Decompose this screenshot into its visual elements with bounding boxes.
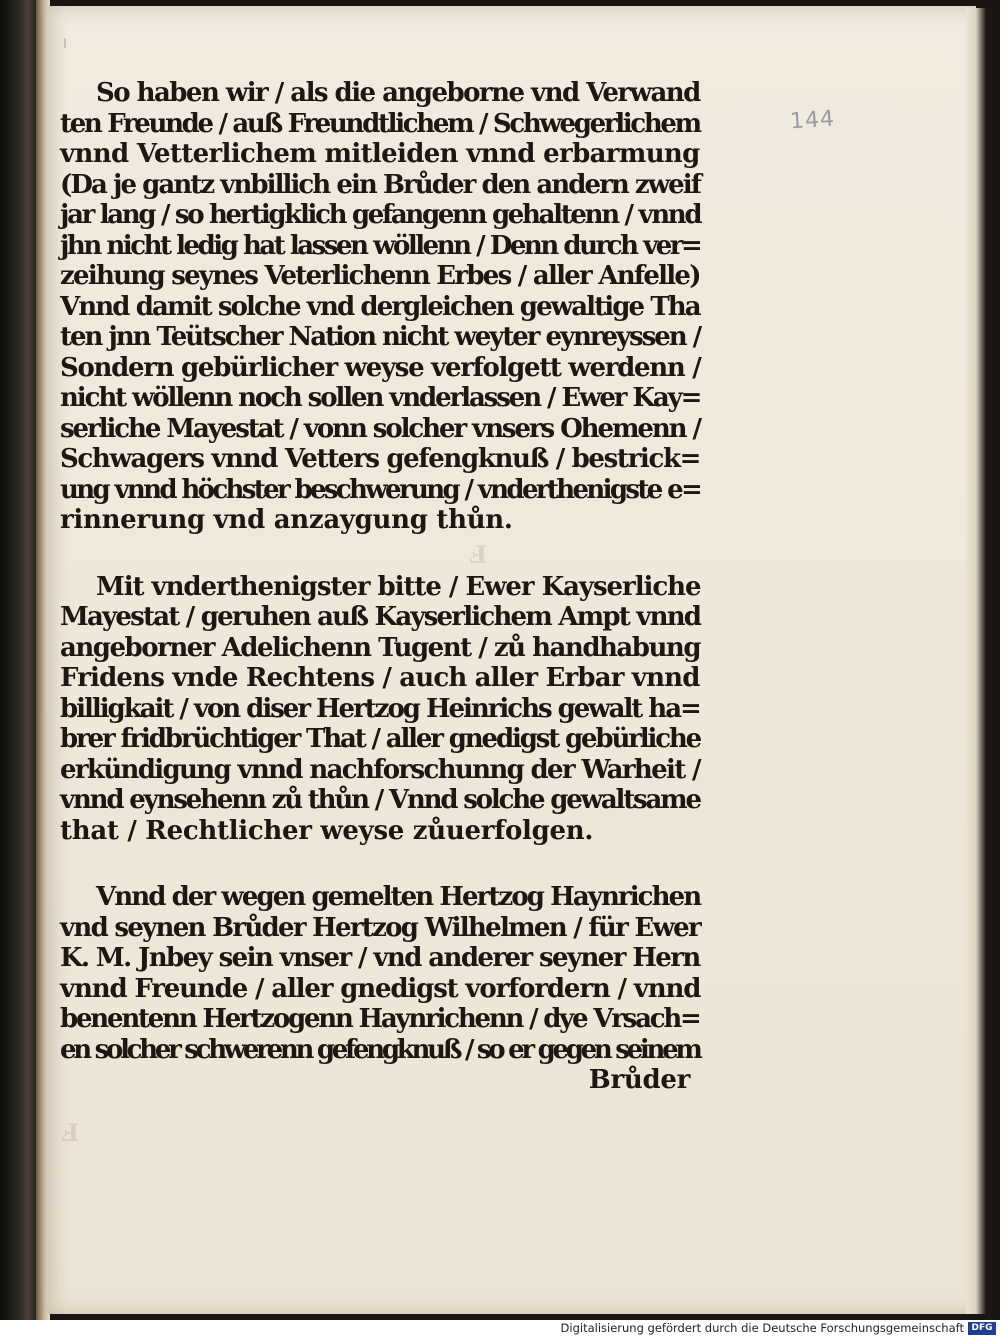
body-text <box>60 78 701 1096</box>
text-line: serliche Mayestat / vonn solcher vnsers Ohemenn / <box>60 413 700 444</box>
text-line: So haben wir / als die angeborne vnd Verwand <box>96 78 700 108</box>
text-line: Mayestat / geruhen auß Kayserlichem Ampt vnnd <box>60 602 701 632</box>
text-line: Mit vnderthenigster bitte / Ewer Kayserliche <box>96 571 701 602</box>
paragraph-2 <box>60 571 701 847</box>
paragraph-3 <box>60 882 701 1065</box>
text-line: Vnnd damit solche vnd dergleichen gewaltige Tha <box>60 291 700 322</box>
text-line: ung vnnd höchster beschwerung / vnderthenigste e= <box>60 474 701 505</box>
catchword: Brůder <box>588 1065 690 1095</box>
text-line: Sondern gebürlicher weyse verfolgett werdenn / <box>60 352 701 383</box>
text-line: Fridens vnde Rechtens / auch aller Erbar vnnd <box>60 663 700 693</box>
text-line: that / Rechtlicher weyse zůuerfolgen. <box>60 815 594 846</box>
folio-number: 144 <box>789 106 836 135</box>
text-line: jhn nicht ledig hat lassen wöllenn / Denn durch ver= <box>60 230 701 261</box>
text-line: jar lang / so hertigklich gefangenn gehaltenn / vnnd <box>60 200 701 230</box>
text-line: benentenn Hertzogenn Haynrichenn / dye Vrsach= <box>60 1004 700 1034</box>
text-line: brer fridbrüchtiger That / aller gnedigst gebürliche <box>60 724 701 754</box>
page-edge <box>966 8 986 1314</box>
text-line: nicht wöllenn noch sollen vnderlassen / Ewer Kay= <box>60 383 701 413</box>
text-line: zeihung seynes Veterlichenn Erbes / aller Anfelle) <box>60 261 700 291</box>
text-line: K. M. Jnbey sein vnser / vnd anderer seyner Hern <box>60 943 700 973</box>
text-line: rinnerung vnd anzaygung thůn. <box>60 505 513 535</box>
text-line: ten jnn Teütscher Nation nicht weyter eynreyssen / <box>60 322 701 352</box>
text-line: Schwagers vnnd Vetters gefengknuß / bestrick= <box>60 444 701 474</box>
text-line: vnnd Vetterlichem mitleiden vnnd erbarmung <box>60 139 700 169</box>
text-line: erkündigung vnnd nachforschunng der Warheit / <box>60 754 700 785</box>
text-line: billigkait / von diser Hertzog Heinrichs gewalt ha= <box>60 693 700 724</box>
text-line: vnnd eynsehenn zů thůn / Vnnd solche gewaltsame <box>60 785 700 815</box>
text-line: (Da je gantz vnbillich ein Brůder den andern zweif <box>60 169 700 200</box>
text-line: vnnd Freunde / aller gnedigst vorfordern / vnnd <box>60 973 701 1004</box>
text-line: vnd seynen Brůder Hertzog Wilhelmen / für Ewer <box>60 912 700 943</box>
text-line: angeborner Adelichenn Tugent / zů handhabung <box>60 632 701 663</box>
gutter-mark <box>64 38 72 48</box>
dfg-logo: DFG <box>968 1322 996 1335</box>
paragraph-1 <box>60 78 701 536</box>
digitization-credit: Digitalisierung gefördert durch die Deutsche Forschungsgemeinschaft <box>560 1321 964 1335</box>
text-line: en solcher schwerenn gefengknuß / so er gegen seinem <box>60 1034 700 1065</box>
text-line: Vnnd der wegen gemelten Hertzog Haynrichen <box>96 882 701 912</box>
text-line: ten Freunde / auß Freundtlichem / Schwegerlichem <box>60 108 700 139</box>
